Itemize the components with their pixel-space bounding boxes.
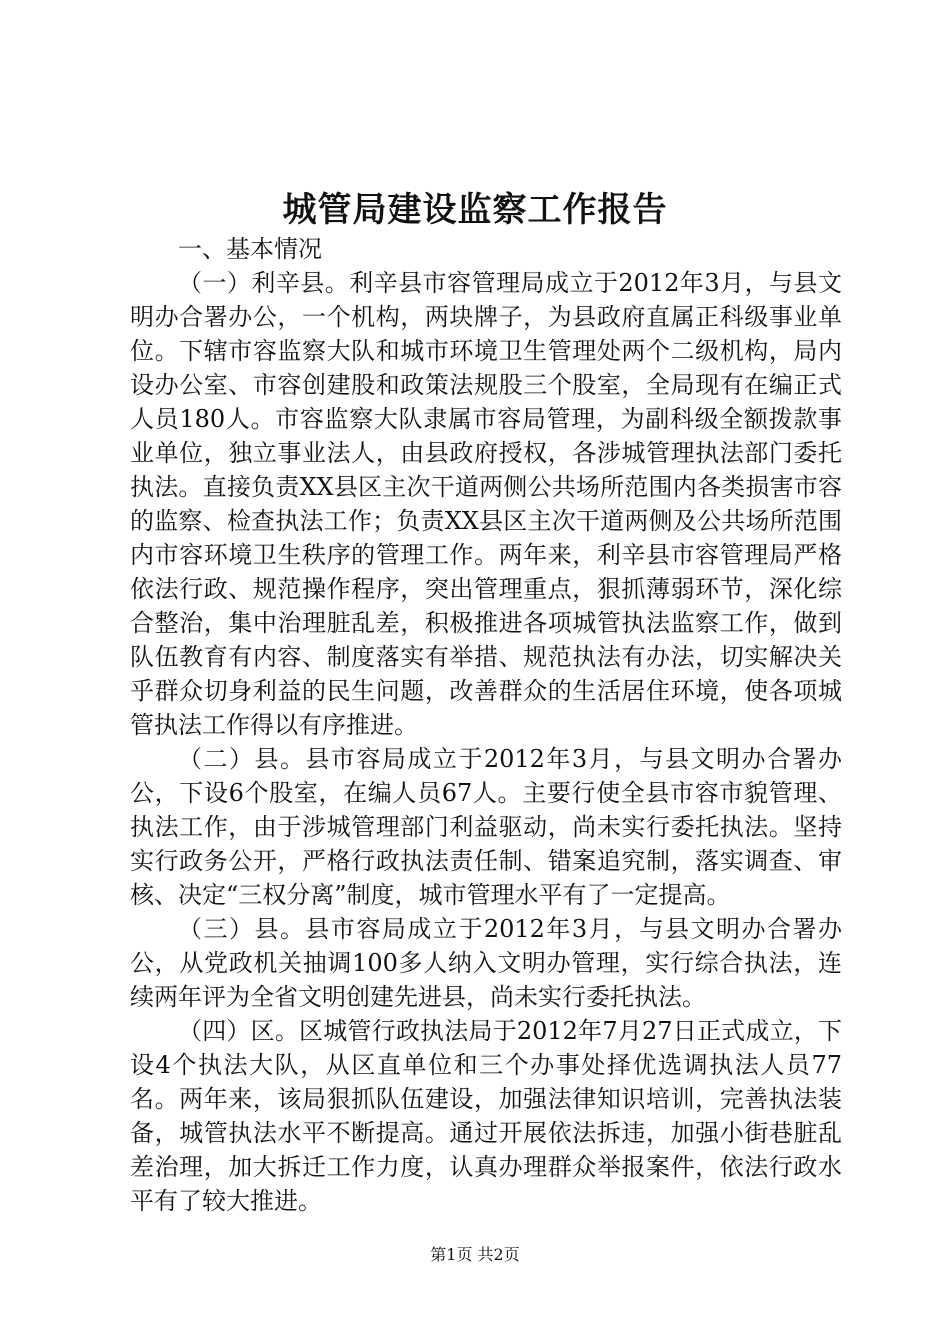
section-heading: 一、基本情况 [178,235,322,263]
paragraph-1: （一）利辛县。利辛县市容管理局成立于2012年3月，与县文明办合署办公，一个机构，两块牌子，为县政府直属正科级事业单位。下辖市容监察大队和城市环境卫生管理处两个二级机构，局内设办公室、市容创建股和政策法规股三个股室，全局现有在编正式人员180人。市容监察大队隶属市容局管理，为副科级全额拨款事业单位，独立事业法人，由县政府授权，各涉城管理执法部门委托执法。直接负责XX县区主次干道两侧公共场所范围内各类损害市容的监察、检查执法工作；负责XX县区主次干道两侧及公共场所范围内市容环境卫生秩序的管理工作。两年来，利辛县市容管理局严格依法行政、规范操作程序，突出管理重点，狠抓薄弱环节，深化综合整治，集中治理脏乱差，积极推进各项城管执法监察工作，做到队伍教育有内容、制度落实有举措、规范执法有办法，切实解决关乎群众切身利益的民生问题，改善群众的生活居住环境，使各项城管执法工作得以有序推进。 [130,269,842,739]
paragraph-4: （四）区。区城管行政执法局于2012年7月27日正式成立，下设4个执法大队，从区直单位和三个办事处择优选调执法人员77名。两年来，该局狠抓队伍建设，加强法律知识培训，完善执法装备，城管执法水平不断提高。通过开展依法拆违，加强小街巷脏乱差治理，加大拆迁工作力度，认真办理群众举报案件，依法行政水平有了较大推进。 [130,1017,842,1215]
page-footer: 第1页 共2页 [430,1245,520,1264]
paragraph-2: （二）县。县市容局成立于2012年3月，与县文明办合署办公，下设6个股室，在编人员67人。主要行使全县市容市貌管理、执法工作，由于涉城管理部门利益驱动，尚未实行委托执法。坚持实行政务公开，严格行政执法责任制、错案追究制，落实调查、审核、决定“三权分离”制度，城市管理水平有了一定提高。 [130,745,842,909]
document-title: 城管局建设监察工作报告 [282,190,668,230]
document-body [130,232,842,1218]
paragraph-3: （三）县。县市容局成立于2012年3月，与县文明办合署办公，从党政机关抽调100多人纳入文明办管理，实行综合执法，连续两年评为全省文明创建先进县，尚未实行委托执法。 [130,915,842,1011]
